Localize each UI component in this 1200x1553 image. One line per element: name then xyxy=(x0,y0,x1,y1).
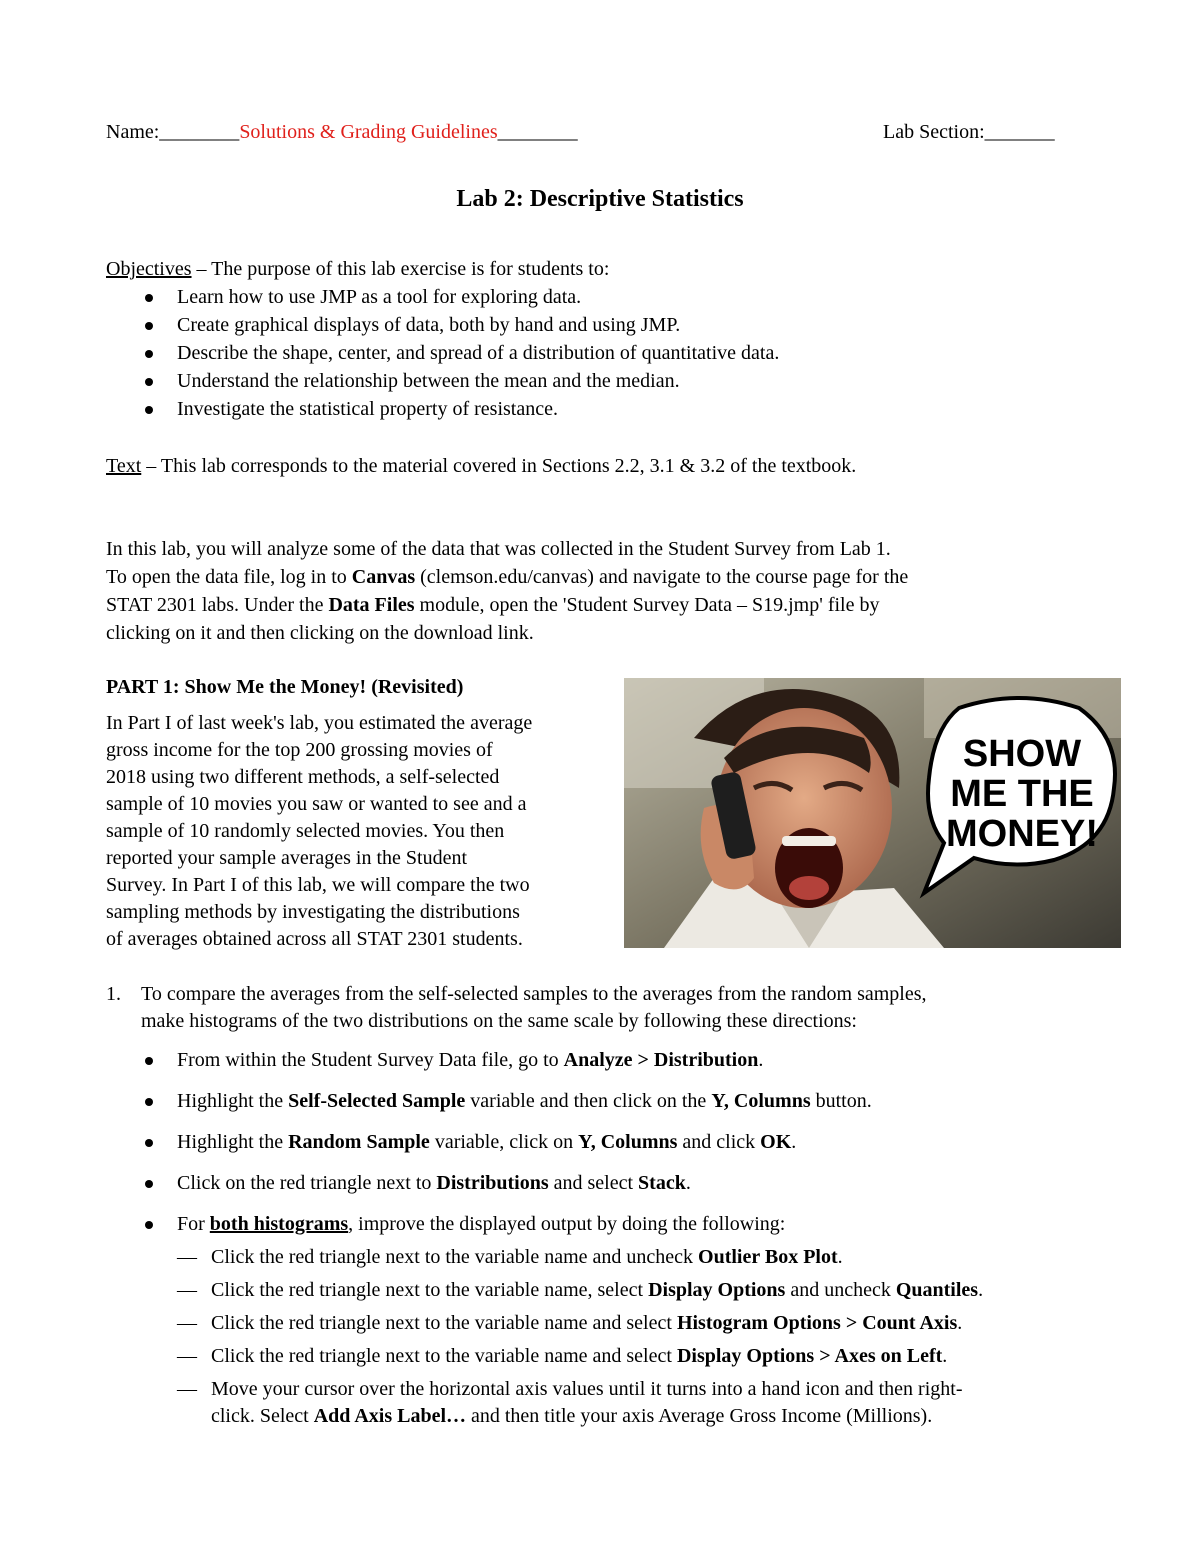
step-text: . xyxy=(837,1246,843,1268)
meme-line-2: ME THE xyxy=(950,773,1094,815)
intro-text: To open the data file, log in to xyxy=(106,566,352,588)
intro-text: (clemson.edu/canvas) and navigate to the course page for the xyxy=(415,566,909,588)
step-text: and uncheck xyxy=(785,1279,896,1301)
button-name: Y, Columns xyxy=(711,1090,811,1112)
substep-quantiles xyxy=(211,1276,983,1304)
part1-heading: PART 1: Show Me the Money! (Revisited) xyxy=(106,676,464,698)
step-self-selected xyxy=(177,1087,872,1115)
meme-line-1: SHOW xyxy=(962,733,1082,775)
bullet-icon xyxy=(145,1098,153,1106)
name-line xyxy=(106,118,578,146)
button-name: Y, Columns xyxy=(578,1131,678,1153)
page-title: Lab 2: Descriptive Statistics xyxy=(456,186,744,212)
dash-marker: — xyxy=(177,1246,197,1268)
variable-name: Self-Selected Sample xyxy=(288,1090,466,1112)
part1-line: In Part I of last week's lab, you estimated the average xyxy=(106,712,533,734)
bullet-icon xyxy=(145,1180,153,1188)
step-text: . xyxy=(685,1172,691,1194)
objective-item: Describe the shape, center, and spread of a distribution of quantitative data. xyxy=(177,342,780,364)
part1-line: Survey. In Part I of this lab, we will compare the two xyxy=(106,874,530,896)
step-text: . xyxy=(942,1345,948,1367)
option-name: Histogram Options > Count Axis xyxy=(676,1312,958,1334)
dash-marker: — xyxy=(177,1345,197,1367)
intro-line-2 xyxy=(106,563,908,591)
dash-marker: — xyxy=(177,1378,197,1400)
part1-line: sampling methods by investigating the distributions xyxy=(106,901,520,923)
option-name: Display Options xyxy=(648,1279,786,1301)
step-text: . xyxy=(758,1049,764,1071)
step-text: and select xyxy=(548,1172,639,1194)
step-text: and then title your axis Average Gross Income (Millions). xyxy=(466,1405,933,1427)
objectives-label: Objectives xyxy=(106,258,192,280)
intro-line-4: clicking on it and then clicking on the download link. xyxy=(106,622,534,644)
step-text: variable and then click on the xyxy=(465,1090,712,1112)
bullet-icon xyxy=(145,1221,153,1229)
meme-illustration xyxy=(624,678,1121,948)
option-name: Stack xyxy=(638,1172,686,1194)
objective-item: Investigate the statistical property of resistance. xyxy=(177,398,558,420)
objectives-intro xyxy=(106,255,609,283)
step-text: Highlight the xyxy=(177,1090,289,1112)
q1-line-2: make histograms of the two distributions on the same scale by following these directions: xyxy=(141,1010,857,1032)
objective-item: Create graphical displays of data, both by hand and using JMP. xyxy=(177,314,681,336)
objective-item: Learn how to use JMP as a tool for exploring data. xyxy=(177,286,582,308)
part1-line: of averages obtained across all STAT 2301 students. xyxy=(106,928,523,950)
menu-name: Distributions xyxy=(436,1172,549,1194)
text-body: – This lab corresponds to the material covered in Sections 2.2, 3.1 & 3.2 of the textbook. xyxy=(141,455,857,477)
step-text: Click the red triangle next to the variable name and select xyxy=(211,1345,677,1367)
option-name: Display Options > Axes on Left xyxy=(676,1345,943,1367)
meme-line-3: MONEY! xyxy=(946,813,1098,855)
step-text: . xyxy=(957,1312,963,1334)
step-text: For xyxy=(177,1213,210,1235)
part1-line: sample of 10 randomly selected movies. You then xyxy=(106,820,505,842)
part1-line: sample of 10 movies you saw or wanted to see and a xyxy=(106,793,527,815)
step-both-histograms xyxy=(177,1210,785,1238)
emphasis-text: both histograms xyxy=(209,1213,349,1235)
step-analyze xyxy=(177,1046,763,1074)
bullet-icon xyxy=(145,1057,153,1065)
step-text: . xyxy=(791,1131,797,1153)
text-section xyxy=(106,452,856,480)
step-text: From within the Student Survey Data file, go to xyxy=(177,1049,564,1071)
objectives-intro-text: – The purpose of this lab exercise is for students to: xyxy=(191,258,610,280)
step-stack xyxy=(177,1169,691,1197)
substep-axis-label-2 xyxy=(211,1402,932,1430)
objective-item: Understand the relationship between the mean and the median. xyxy=(177,370,680,392)
variable-name: Random Sample xyxy=(288,1131,430,1153)
bullet-icon xyxy=(145,378,153,386)
data-files-term: Data Files xyxy=(328,594,415,616)
substep-axis-label-1: Move your cursor over the horizontal axis values until it turns into a hand icon and then right- xyxy=(211,1378,963,1400)
step-text: and click xyxy=(677,1131,761,1153)
part1-line: gross income for the top 200 grossing movies of xyxy=(106,739,493,761)
step-random-sample xyxy=(177,1128,796,1156)
q1-line-1: To compare the averages from the self-selected samples to the averages from the random samples, xyxy=(141,983,927,1005)
step-text: Click the red triangle next to the variable name and select xyxy=(211,1312,677,1334)
button-name: OK xyxy=(760,1131,792,1153)
name-label: Name:________ xyxy=(106,121,240,143)
name-trail: ________ xyxy=(497,121,578,143)
intro-line-1: In this lab, you will analyze some of the data that was collected in the Student Survey from Lab 1. xyxy=(106,538,891,560)
text-label: Text xyxy=(106,455,142,477)
intro-text: STAT 2301 labs. Under the xyxy=(106,594,329,616)
step-text: Click the red triangle next to the variable name, select xyxy=(211,1279,649,1301)
step-text: , improve the displayed output by doing the following: xyxy=(348,1213,786,1235)
dash-marker: — xyxy=(177,1279,197,1301)
option-name: Quantiles xyxy=(895,1279,979,1301)
step-text: Click the red triangle next to the variable name and uncheck xyxy=(211,1246,699,1268)
bullet-icon xyxy=(145,350,153,358)
bullet-icon xyxy=(145,294,153,302)
substep-axes-left xyxy=(211,1342,947,1370)
bullet-icon xyxy=(145,406,153,414)
step-text: Click on the red triangle next to xyxy=(177,1172,437,1194)
substep-outlier xyxy=(211,1243,843,1271)
question-number: 1. xyxy=(106,983,121,1005)
substep-count-axis xyxy=(211,1309,962,1337)
show-me-the-money-image xyxy=(624,678,1121,948)
step-text: . xyxy=(978,1279,984,1301)
dash-marker: — xyxy=(177,1312,197,1334)
intro-line-3 xyxy=(106,591,879,619)
option-name: Add Axis Label… xyxy=(313,1405,466,1427)
menu-path: Analyze > Distribution xyxy=(563,1049,759,1071)
step-text: Highlight the xyxy=(177,1131,289,1153)
step-text: variable, click on xyxy=(429,1131,579,1153)
canvas-term: Canvas xyxy=(351,566,416,588)
part1-line: 2018 using two different methods, a self-selected xyxy=(106,766,500,788)
name-value: Solutions & Grading Guidelines xyxy=(239,121,498,143)
bullet-icon xyxy=(145,322,153,330)
bullet-icon xyxy=(145,1139,153,1147)
step-text: click. Select xyxy=(211,1405,314,1427)
intro-text: module, open the 'Student Survey Data – S19.jmp' file by xyxy=(414,594,880,616)
step-text: button. xyxy=(810,1090,872,1112)
part1-line: reported your sample averages in the Student xyxy=(106,847,467,869)
lab-section-field: Lab Section:_______ xyxy=(883,121,1055,143)
option-name: Outlier Box Plot xyxy=(698,1246,838,1268)
